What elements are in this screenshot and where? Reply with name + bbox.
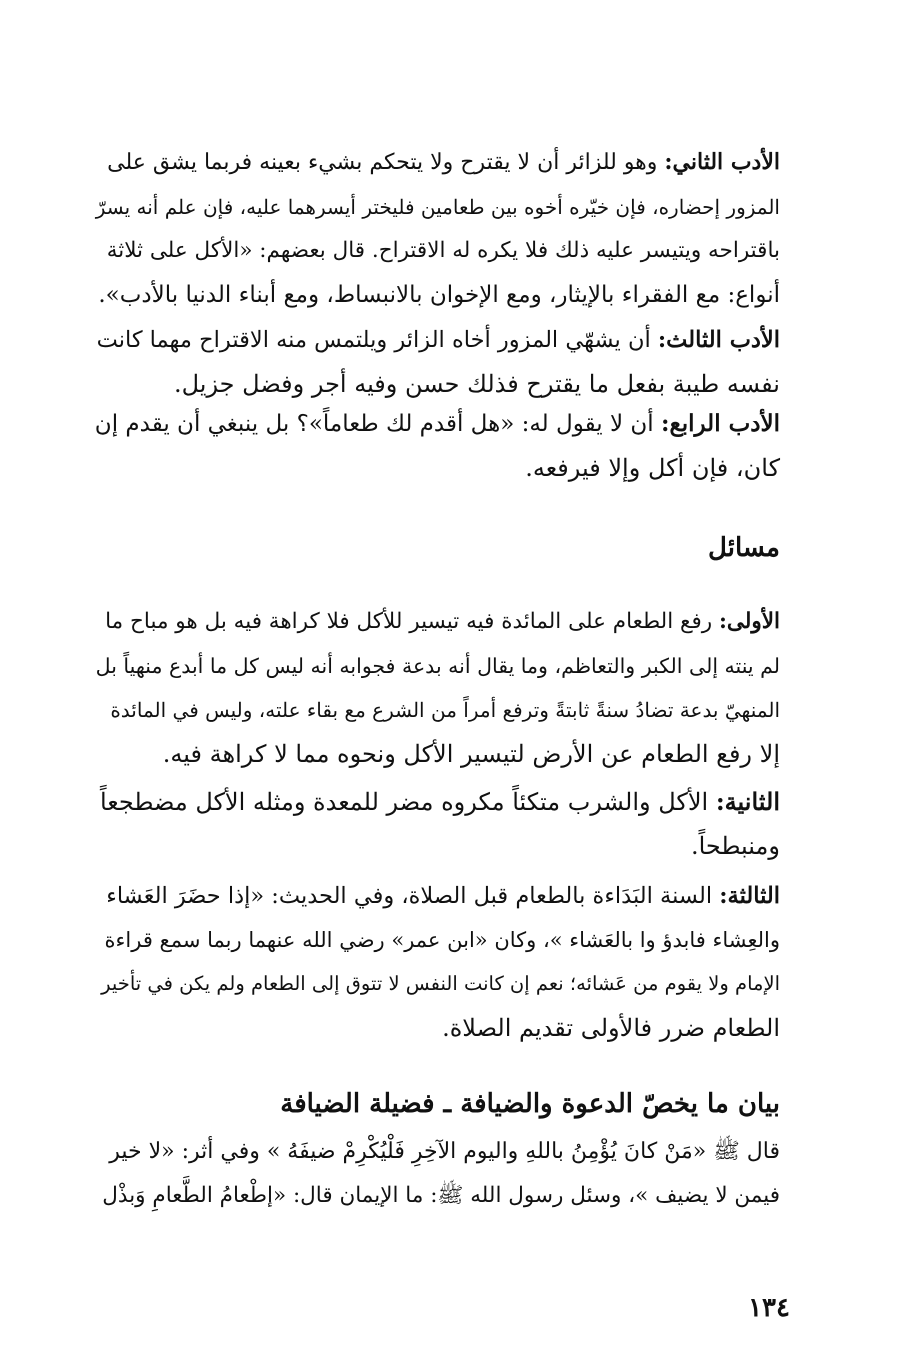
text-line: فيمن لا يضيف »، وسئل رسول الله ﷺ: ما الإيمان قال: «إطْعامُ الطَّعامِ وَبذْل [102, 1183, 780, 1208]
text-line: الإمام ولا يقوم من عَشائه؛ نعم إن كانت النفس لا تتوق إلى الطعام ولم يكن في تأخير [101, 972, 780, 995]
text-line: باقتراحه ويتيسر عليه ذلك فلا يكره له الاقتراح. قال بعضهم: «الأكل على ثلاثة [106, 238, 780, 263]
text-line: المزور إحضاره، فإن خيّره أخوه بين طعامين فليختر أيسرهما عليه، فإن علم أنه يسرّ [95, 195, 780, 219]
paragraph-lead: الأدب الثالث: [657, 327, 780, 353]
paragraph-lead: الأولى: [718, 609, 780, 634]
text-line: المنهيّ بدعة تضادُ سنةً ثابتةً وترفع أمراً من الشرع مع بقاء علته، وليس في المائدة [110, 698, 780, 722]
paragraph-lead: الثالثة: [719, 883, 780, 909]
text-line: الثالثة: السنة البَدَاءة بالطعام قبل الصلاة، وفي الحديث: «إذا حضَرَ العَشاء [106, 883, 780, 909]
text-line: ومنبطحاً. [690, 832, 780, 860]
text-line: الأدب الثاني: وهو للزائر أن لا يقترح ولا يتحكم بشيء بعينه فربما يشق على [107, 149, 780, 175]
text-line: الطعام ضرر فالأولى تقديم الصلاة. [442, 1014, 780, 1042]
paragraph-adab-2 [95, 140, 780, 317]
text-line: كان، فإن أكل وإلا فيرفعه. [525, 454, 780, 482]
text-line: الثانية: الأكل والشرب متكئاً مكروه مضر للمعدة ومثله الأكل مضطجعاً [99, 787, 780, 816]
section-heading-bayan: بيان ما يخصّ الدعوة والضيافة ـ فضيلة الضيافة [280, 1089, 780, 1119]
text-line: إلا رفع الطعام عن الأرض لتيسير الأكل ونحوه مما لا كراهة فيه. [162, 740, 780, 768]
text-line: الأدب الرابع: أن لا يقول له: «هل أقدم لك طعاماً»؟ بل ينبغي أن يقدم إن [94, 410, 780, 437]
text-line: نفسه طيبة بفعل ما يقترح فذلك حسن وفيه أجر وفضل جزيل. [173, 370, 780, 398]
paragraph-lead: الأدب الرابع: [660, 410, 780, 437]
text-line: الأولى: رفع الطعام على المائدة فيه تيسير للأكل فلا كراهة فيه بل هو مباح ما [105, 609, 780, 634]
paragraph-bayan [95, 1130, 780, 1218]
paragraph-thalitha [95, 874, 780, 1050]
paragraph-lead: الأدب الثاني: [664, 149, 780, 175]
paragraph-lead: الثانية: [715, 787, 780, 816]
text-line: قال ﷺ «مَنْ كانَ يُؤْمِنُ باللهِ واليوم الآخِرِ فَلْيُكْرِمْ ضيفَهُ » وفي أثر: «لا خير [109, 1139, 780, 1164]
paragraph-adab-4 [95, 402, 780, 490]
section-heading-masail: مسائل [708, 533, 780, 563]
paragraph-ula [95, 600, 780, 776]
text-line: أنواع: مع الفقراء بالإيثار، ومع الإخوان بالانبساط، ومع أبناء الدنيا بالأدب». [98, 282, 780, 308]
paragraph-thaniya [95, 780, 780, 868]
page-number: ١٣٤ [748, 1293, 790, 1323]
paragraph-adab-3 [95, 318, 780, 406]
text-line: لم ينته إلى الكبر والتعاظم، وما يقال أنه بدعة فجوابه أنه ليس كل ما أبدع منهياً بل [95, 654, 780, 678]
text-line: والعِشاء فابدؤ وا بالعَشاء »، وكان «ابن عمر» رضي الله عنهما ربما سمع قراءة [104, 928, 780, 952]
text-line: الأدب الثالث: أن يشهّي المزور أخاه الزائر ويلتمس منه الاقتراح مهما كانت [96, 327, 780, 353]
